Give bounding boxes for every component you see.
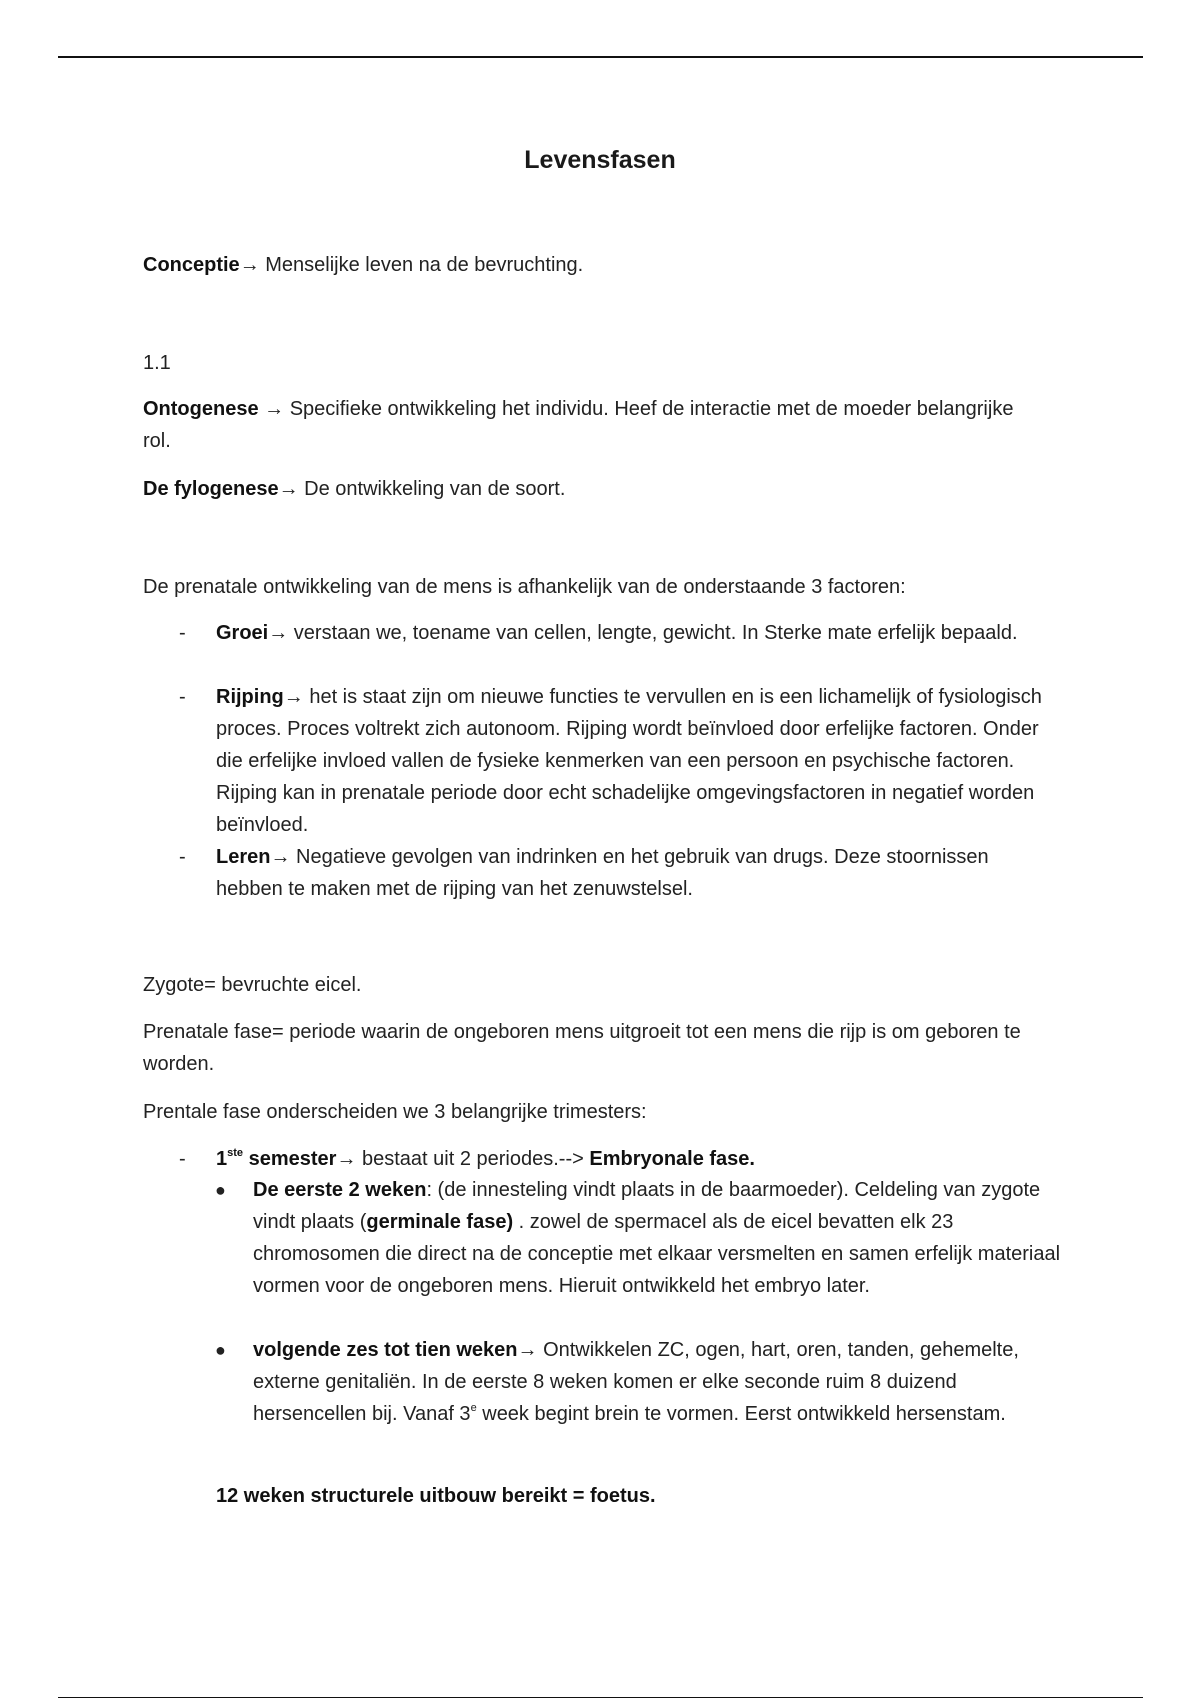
period-term: De eerste 2 weken [253, 1179, 427, 1201]
dash-marker: - [179, 1148, 186, 1170]
trimesters-intro: Prentale fase onderscheiden we 3 belangrijke trimesters: [143, 1101, 647, 1123]
period-superscript: e [470, 1402, 477, 1414]
footer-rule [58, 1697, 1143, 1698]
arrow-icon: → [517, 1339, 538, 1361]
ontogenese-definition [143, 393, 1043, 457]
arrow-icon: → [278, 478, 299, 500]
bullet-icon: ● [215, 1340, 226, 1360]
list-item [143, 681, 1073, 841]
list-item [143, 1174, 1083, 1302]
ontogenese-term: Ontogenese [143, 398, 259, 420]
arrow-icon: → [239, 254, 260, 276]
semester-number: 1 [216, 1148, 228, 1170]
arrow-icon: → [264, 398, 285, 420]
factor-term: Leren [216, 846, 271, 868]
header-rule [58, 56, 1143, 58]
period-text: : (de innesteling vindt plaats in de baarmoeder). Celdeling van zygote vindt plaats ( [253, 1179, 1041, 1233]
list-item [143, 1334, 1083, 1430]
factor-text: het is staat zijn om nieuwe functies te vervullen en is een lichamelijk of fysiologisch proces. Proces voltrekt zich autonoom. Rijping wordt beïnvloed door erfelijke factoren. Onder die erfelijke invloed vallen de fysieke kenmerken van een persoon en psychische factoren. Rijping kan in prenatale periode door echt schadelijke omgevingsfactoren in negatief worden beïnvloed. [216, 686, 1042, 836]
list-item [143, 841, 1073, 905]
factor-term: Rijping [216, 686, 284, 708]
dash-marker: - [179, 846, 186, 868]
factor-text: Negatieve gevolgen van indrinken en het gebruik van drugs. Deze stoornissen hebben te maken met de rijping van het zenuwstelsel. [216, 846, 989, 900]
section-number: 1.1 [143, 352, 171, 374]
list-item [143, 617, 1073, 649]
semester-superscript: ste [227, 1147, 244, 1159]
period-text: week begint brein te vormen. Eerst ontwikkeld hersenstam. [476, 1403, 1006, 1425]
conceptie-term: Conceptie [143, 254, 240, 276]
semester-phase: Embryonale fase. [589, 1148, 755, 1170]
prenatale-fase-definition: Prenatale fase= periode waarin de ongeboren mens uitgroeit tot een mens die rijp is om geboren te worden. [143, 1021, 1021, 1075]
foetus-statement: 12 weken structurele uitbouw bereikt = foetus. [216, 1485, 656, 1507]
fylogenese-definition [143, 473, 1073, 505]
conceptie-text: Menselijke leven na de bevruchting. [259, 254, 584, 276]
period-text: . zowel de spermacel als de eicel bevatten elk 23 chromosomen die direct na de conceptie met elkaar versmelten en samen erfelijk materiaal vormen voor de ongeboren mens. Hieruit ontwikkeld het embryo later. [253, 1211, 1061, 1297]
arrow-icon: → [336, 1148, 357, 1170]
factor-term: Groei [216, 622, 269, 644]
ontogenese-text: Specifieke ontwikkeling het individu. Heef de interactie met de moeder belangrijke rol. [143, 398, 1014, 452]
arrow-icon: → [283, 686, 304, 708]
fylogenese-term: De fylogenese [143, 478, 279, 500]
dash-marker: - [179, 686, 186, 708]
prenatal-intro: De prenatale ontwikkeling van de mens is afhankelijk van de onderstaande 3 factoren: [143, 576, 906, 598]
page-title: Levensfasen [524, 146, 676, 174]
semester-label: semester [243, 1148, 337, 1170]
period-text: Ontwikkelen ZC, ogen, hart, oren, tanden, gehemelte, externe genitaliën. In de eerste 8 weken komen er elke seconde ruim 8 duizend hersencellen bij. Vanaf 3 [253, 1339, 1019, 1425]
period-term: volgende zes tot tien weken [253, 1339, 518, 1361]
arrow-icon: → [268, 622, 289, 644]
list-item [143, 1143, 1073, 1175]
fylogenese-text: De ontwikkeling van de soort. [298, 478, 566, 500]
bullet-icon: ● [215, 1180, 226, 1200]
dash-marker: - [179, 622, 186, 644]
conceptie-definition [143, 249, 1073, 281]
period-bold: germinale fase) [366, 1211, 514, 1233]
zygote-definition: Zygote= bevruchte eicel. [143, 974, 362, 996]
semester-text: bestaat uit 2 periodes.--> [356, 1148, 590, 1170]
arrow-icon: → [270, 846, 291, 868]
factor-text: verstaan we, toename van cellen, lengte, gewicht. In Sterke mate erfelijk bepaald. [288, 622, 1018, 644]
